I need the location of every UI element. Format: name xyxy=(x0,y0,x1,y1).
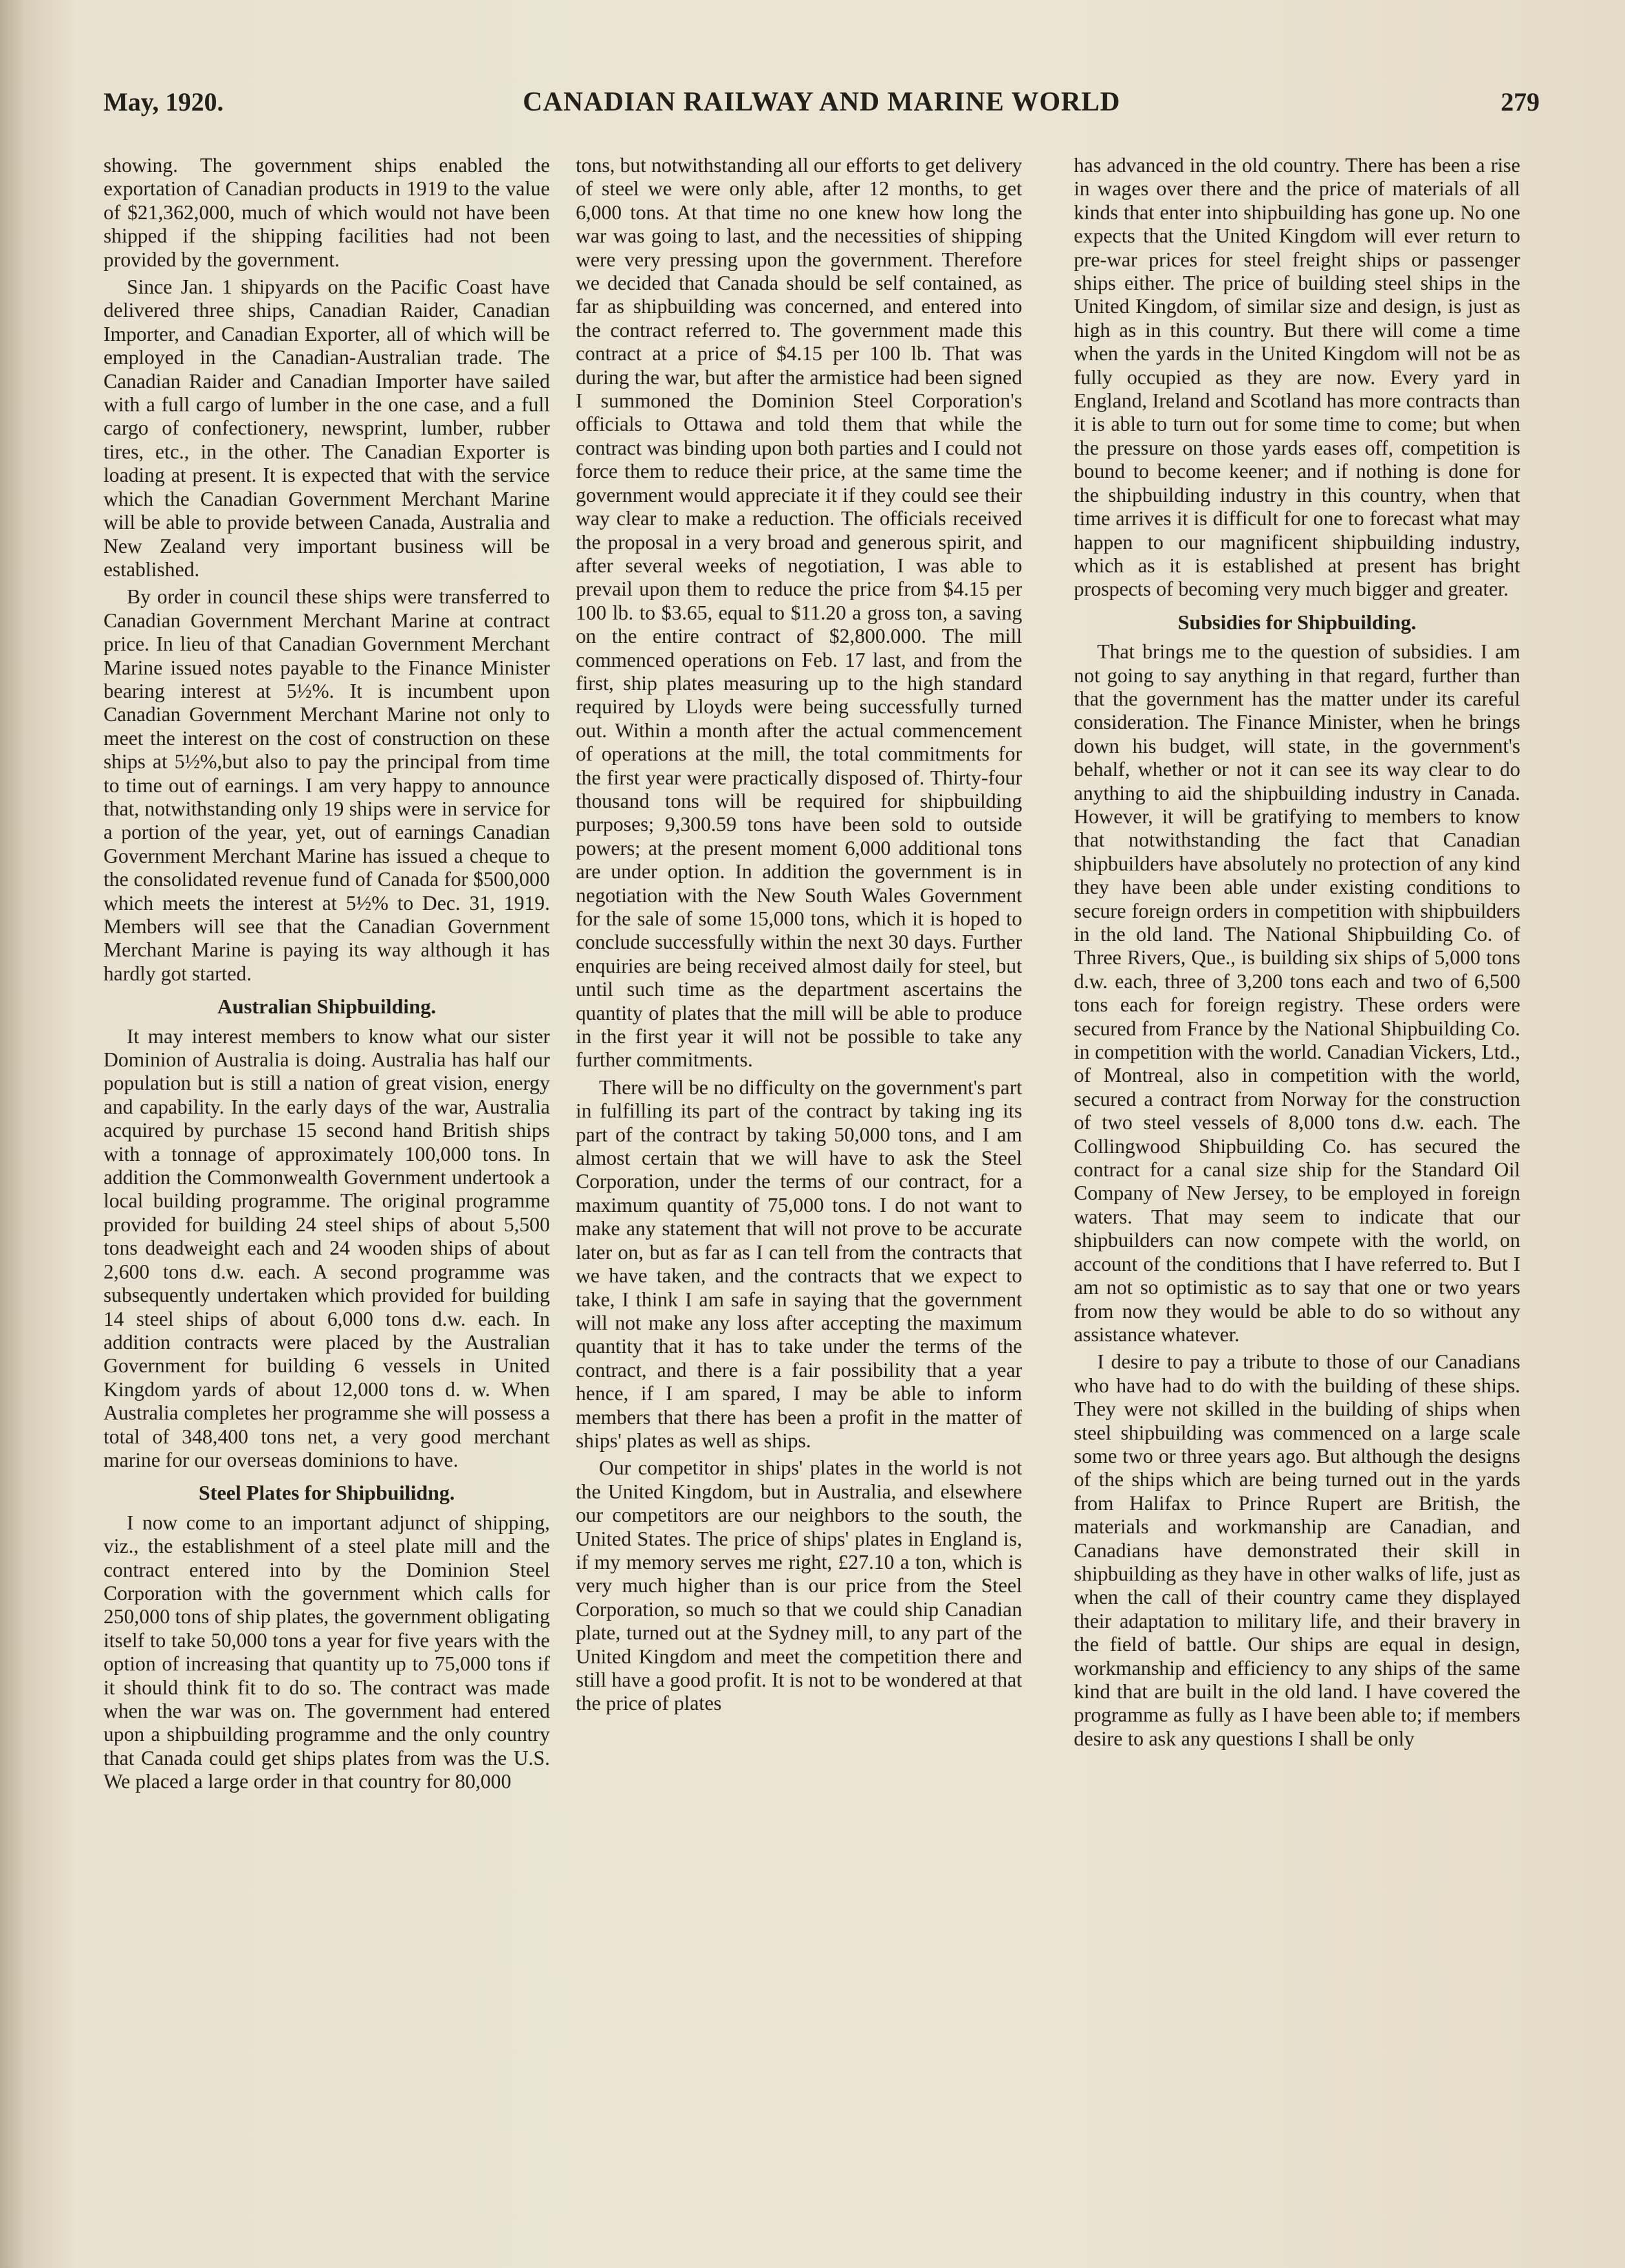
paragraph: It may interest members to know what our sister Dominion of Australia is doing. Australia has half our population but is still a nation of great vision, energy and capability. In the early days of the war, Australia acquired by purchase 15 second hand British ships with a tonnage of approximately 100,000 tons. In addition the Commonwealth Government undertook a local building programme. The original programme provided for building 24 steel ships of about 5,500 tons deadweight each and 24 wooden ships of about 2,600 tons d.w. each. A second programme was subsequently undertaken which provided for building 14 steel ships of about 6,000 tons d.w. each. In addition contracts were placed by the Australian Government for building 6 vessels in United Kingdom yards of about 12,000 tons d. w. When Australia completes her programme she will possess a total of 348,400 tons net, a very good merchant marine for our overseas dominions to have. xyxy=(104,1024,550,1471)
paragraph: There will be no difficulty on the government's part in fulfilling its part of the contract by taking ing its part of the contract by taking 50,000 tons, and I am almost certain that we will have to ask the Steel Corporation, under the terms of our contract, for a maximum quantity of 75,000 tons. I do not want to make any statement that will not prove to be accurate later on, but as far as I can tell from the contracts that we have taken, and the contracts that we expect to take, I think I am safe in saying that the government will not make any loss after accepting the maximum quantity that it has to take under the terms of the contract, and there is a fair possibility that a year hence, if I am spared, I may be able to inform members that there has been a profit in the matter of ships' plates as well as ships. xyxy=(576,1075,1022,1452)
column-2 xyxy=(576,154,1022,2126)
publication-title: CANADIAN RAILWAY AND MARINE WORLD xyxy=(523,87,1120,117)
page-number: 279 xyxy=(1501,87,1540,116)
paragraph: has advanced in the old country. There has been a rise in wages over there and the price of materials of all kinds that enter into shipbuilding has gone up. No one expects that the United Kingdom will ever return to pre-war prices for steel freight ships or passenger ships either. The price of building steel ships in the United Kingdom, of similar size and design, is just as high as in this country. But there will come a time when the yards in the United Kingdom will not be as fully occupied as they are now. Every yard in England, Ireland and Scotland has more contracts than it is able to turn out for some time to come; but when the pressure on those yards eases off, competition is bound to become keener; and if nothing is done for the shipbuilding industry in this country, when that time arrives it is difficult for one to forecast what may happen to our magnificent shipbuilding industry, which as it is established at present has bright prospects of becoming very much bigger and greater. xyxy=(1074,154,1520,601)
section-heading-subsidies: Subsidies for Shipbuilding. xyxy=(1177,610,1417,634)
paragraph: By order in council these ships were transferred to Canadian Government Merchant Marine at contract price. In lieu of that Canadian Government Merchant Marine issued notes payable to the Finance Minister bearing interest at 5½%. It is incumbent upon Canadian Government Merchant Marine not only to meet the interest on the cost of construction on these ships at 5½%,but also to pay the principal from time to time out of earnings. I am very happy to announce that, notwithstanding only 19 ships were in service for a portion of the year, yet, out of earnings Canadian Government Merchant Marine has issued a cheque to the consolidated revenue fund of Canada for $500,000 which meets the interest at 5½% to Dec. 31, 1919. Members will see that the Canadian Government Merchant Marine is paying its way although it has hardly got started. xyxy=(104,585,550,985)
paragraph: I desire to pay a tribute to those of our Canadians who have had to do with the building of these ships. They were not skilled in the building of ships when steel shipbuilding was commenced on a large scale some two or three years ago. But although the designs of the ships which are being turned out in the yards from Halifax to Prince Rupert are British, the materials and workmanship are Canadian, and Canadians have demonstrated their skill in shipbuilding as they have in other walks of life, just as when the call of their country came they displayed their adaptation to military life, and their bravery in the field of battle. Our ships are equal in design, workmanship and efficiency to any ships of the same kind that are built in the old land. I have covered the programme as fully as I have been able to; if members desire to ask any questions I shall be only xyxy=(1074,1350,1520,1750)
paragraph: Our competitor in ships' plates in the world is not the United Kingdom, but in Australia, and elsewhere our competitors are our neighbors to the south, the United States. The price of ships' plates in England is, if my memory serves me right, £27.10 a ton, which is very much higher than is our price from the Steel Corporation, so much so that we could ship Canadian plate, turned out at the Sydney mill, to any part of the United Kingdom and meet the competition there and still have a good profit. It is not to be wondered at that the price of plates xyxy=(576,1456,1022,1715)
section-heading-australian-shipbuilding: Australian Shipbuilding. xyxy=(217,995,436,1019)
paragraph: That brings me to the question of subsidies. I am not going to say anything in that regard, further than that the government has the matter under its careful consideration. The Finance Minister, when he brings down his budget, will state, in the government's behalf, whether or not it can see its way clear to do anything to aid the shipbuilding industry in Canada. However, it will be gratifying to members to know that notwithstanding the fact that Canadian shipbuilders have absolutely no protection of any kind they have been able under existing conditions to secure foreign orders in competition with shipbuilders in the old land. The National Shipbuilding Co. of Three Rivers, Que., is building six ships of 5,000 tons d.w. each, three of 3,200 tons each and two of 6,500 tons each for foreign registry. These orders were secured from France by the National Shipbuilding Co. in competition with the world. Canadian Vickers, Ltd., of Montreal, also in competition with the world, secured a contract from Norway for the construction of two steel vessels of 8,000 tons d.w. each. The Collingwood Shipbuilding Co. has secured the contract for a canal size ship for the Standard Oil Company of New Jersey, to be employed in foreign waters. That may seem to indicate that our shipbuilders can now compete with the world, on account of the conditions that I have referred to. But I am not so optimistic as to say that one or two years from now they would be able to do so without any assistance whatever. xyxy=(1074,640,1520,1346)
section-heading-steel-plates: Steel Plates for Shipbuilidng. xyxy=(199,1481,455,1505)
paragraph: Since Jan. 1 shipyards on the Pacific Coast have delivered three ships, Canadian Raider, Canadian Importer, and Canadian Exporter, all of which will be employed in the Canadian-Australian trade. The Canadian Raider and Canadian Importer have sailed with a full cargo of lumber in the one case, and a full cargo of confectionery, newsprint, lumber, rubber tires, etc., in the other. The Canadian Exporter is loading at present. It is expected that with the service which the Canadian Government Merchant Marine will be able to provide between Canada, Australia and New Zealand very important business will be established. xyxy=(104,275,550,581)
page-header xyxy=(104,87,1540,132)
paragraph: tons, but notwithstanding all our efforts to get delivery of steel we were only able, after 12 months, to get 6,000 tons. At that time no one knew how long the war was going to last, and the necessities of shipping were very pressing upon the government. Therefore we decided that Canada should be self contained, as far as shipbuilding was concerned, and entered into the contract referred to. The government made this contract at a price of $4.15 per 100 lb. That was during the war, but after the armistice had been signed I summoned the Dominion Steel Corporation's officials to Ottawa and told them that while the contract was binding upon both parties and I could not force them to reduce their price, at the same time the government would appreciate it if they could see their way clear to make a reduction. The officials received the proposal in a very broad and generous spirit, and after several weeks of negotiation, I was able to prevail upon them to reduce the price from $4.15 per 100 lb. to $3.65, equal to $11.20 a gross ton, a saving on the entire contract of $2,800.000. The mill commenced operations on Feb. 17 last, and from the first, ship plates measuring up to the high standard required by Lloyds were being successfully turned out. Within a month after the actual commencement of operations at the mill, the total commitments for the first year were practically disposed of. Thirty-four thousand tons will be required for shipbuilding purposes; 9,300.59 tons have been sold to outside powers; at the present moment 6,000 additional tons are under option. In addition the government is in negotiation with the New South Wales Government for the sale of some 15,000 tons, which it is hoped to conclude successfully within the next 30 days. Further enquiries are being received almost daily for steel, but until such time as the department ascertains the quantity of plates that the mill will be able to produce in the first year it will not be possible to take any further commitments. xyxy=(576,154,1022,1072)
paragraph: showing. The government ships enabled the exportation of Canadian products in 1919 to the value of $21,362,000, much of which would not have been shipped if the shipping facilities had not been provided by the government. xyxy=(104,154,550,271)
paragraph: I now come to an important adjunct of shipping, viz., the establishment of a steel plate mill and the contract entered into by the Dominion Steel Corporation with the government which calls for 250,000 tons of ship plates, the government obligating itself to take 50,000 tons a year for five years with the option of increasing that quantity up to 75,000 tons if it should think fit to do so. The contract was made when the war was on. The government had entered upon a shipbuilding programme and the only country that Canada could get ships plates from was the U.S. We placed a large order in that country for 80,000 xyxy=(104,1511,550,1793)
column-1 xyxy=(104,154,550,2126)
issue-date: May, 1920. xyxy=(104,87,224,116)
column-3 xyxy=(1074,154,1520,2126)
